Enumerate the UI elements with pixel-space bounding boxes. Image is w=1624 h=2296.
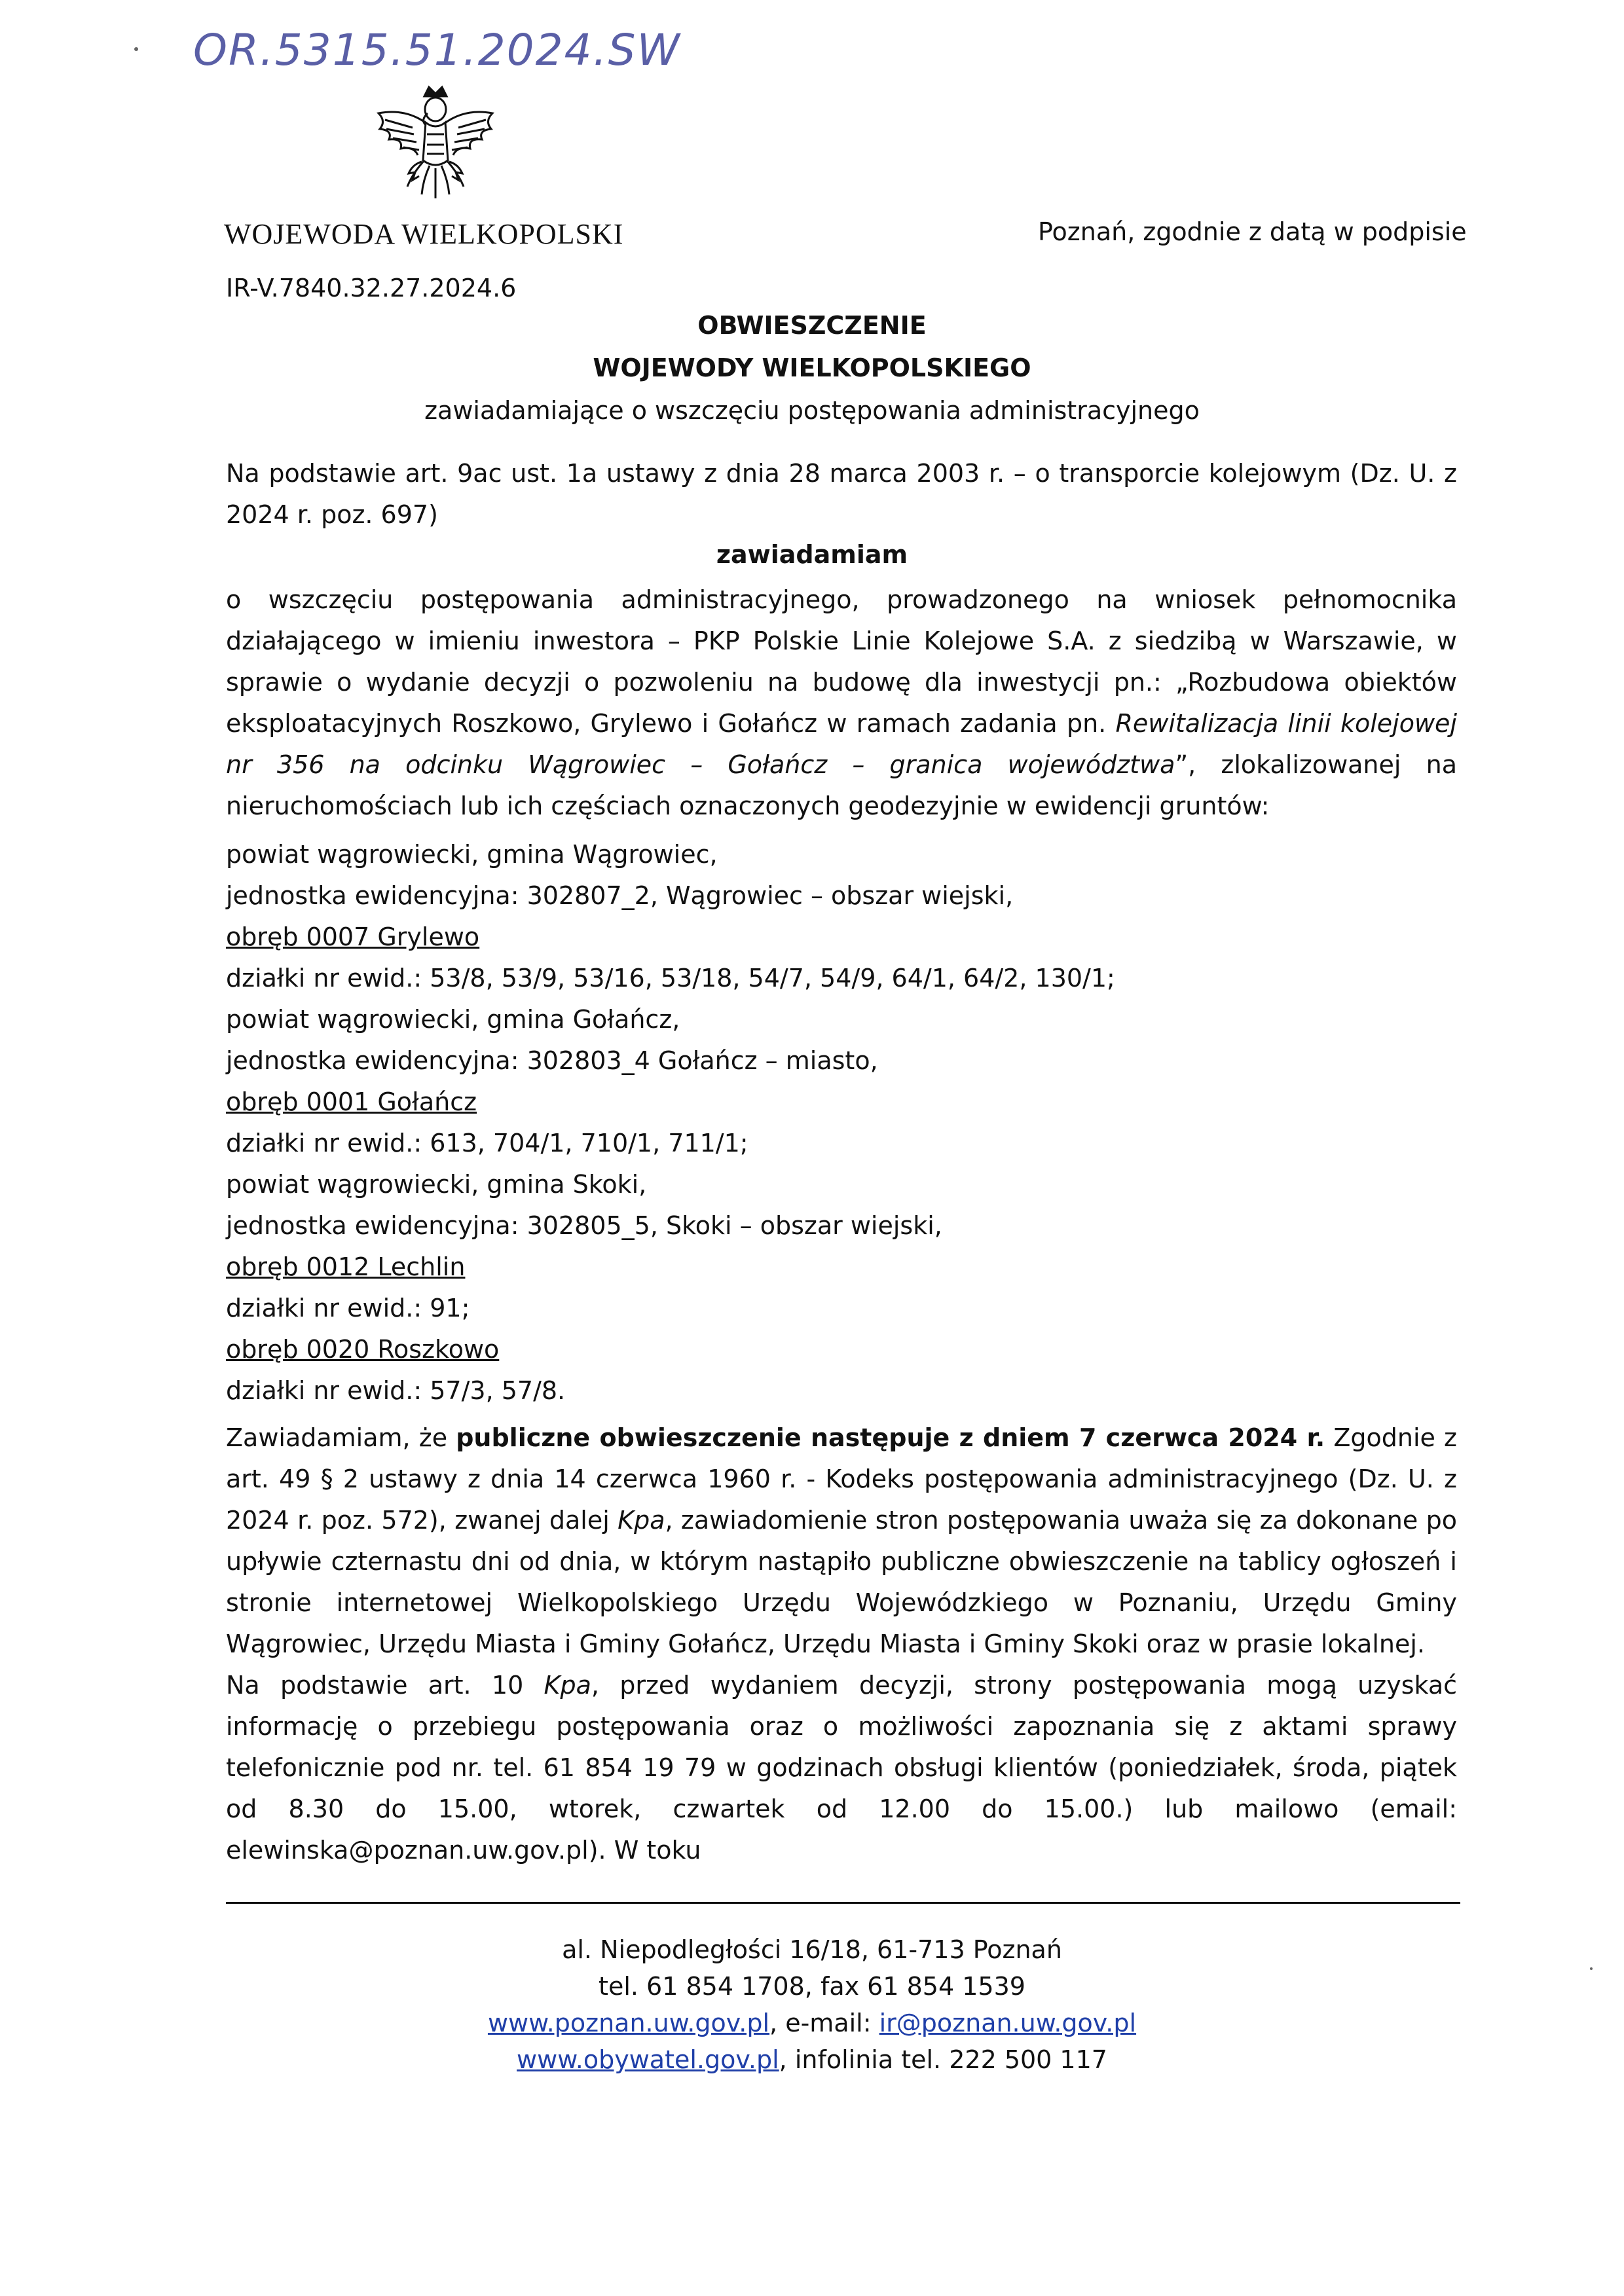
- parcel-line: jednostka ewidencyjna: 302807_2, Wągrowiec – obszar wiejski,: [226, 881, 1014, 910]
- scan-speck: [134, 47, 138, 51]
- parcel-line: jednostka ewidencyjna: 302803_4 Gołańcz – miasto,: [226, 1046, 878, 1075]
- precinct-heading: obręb 0020 Roszkowo: [226, 1335, 500, 1364]
- parcel-line: jednostka ewidencyjna: 302805_5, Skoki – obszar wiejski,: [226, 1211, 942, 1240]
- footer-address: al. Niepodległości 16/18, 61-713 Poznań: [562, 1935, 1062, 1964]
- legal-basis-text: Na podstawie art. 9ac ust. 1a ustawy z dnia 28 marca 2003 r. – o transporcie kolejowym (Dz. U. z 2024 r. poz. 697): [226, 459, 1457, 529]
- document-title-issuer: WOJEWODY WIELKOPOLSKIEGO: [593, 354, 1031, 382]
- footer-divider: [226, 1902, 1460, 1904]
- notify-heading: zawiadamiam: [716, 540, 908, 569]
- parcel-line: powiat wągrowiecki, gmina Wągrowiec,: [226, 840, 718, 869]
- notice-paragraph: [226, 1417, 1457, 1665]
- document-title: OBWIESZCZENIE: [697, 311, 927, 340]
- issuing-authority: WOJEWODA WIELKOPOLSKI: [224, 218, 624, 250]
- info-paragraph: [226, 1665, 1457, 1871]
- investment-name: Rewitalizacja linii kolejowej nr 356 na odcinku Wągrowiec – Gołańcz – granica województwa: [226, 709, 1457, 779]
- notice-text-3: , zawiadomienie stron postępowania uważa się za dokonane po upływie czternastu dni od dnia, w którym nastąpiło publiczne obwieszczenie na tablicy ogłoszeń i stronie internetowej Wielkopolskiego Urzędu Wojewódzkiego w Poznaniu, Urzędu Gminy Wągrowiec, Urzędu Miasta i Gminy Gołańcz, Urzędu Miasta i Gminy Skoki oraz w prasie lokalnej.: [226, 1506, 1457, 1658]
- parcel-line: działki nr ewid.: 613, 704/1, 710/1, 711/1;: [226, 1129, 748, 1157]
- notice-date: publiczne obwieszczenie następuje z dniem 7 czerwca 2024 r.: [456, 1423, 1325, 1452]
- legal-basis: [226, 453, 1457, 536]
- parcel-line: działki nr ewid.: 57/3, 57/8.: [226, 1376, 566, 1405]
- intro-text: o wszczęciu postępowania administracyjnego, prowadzonego na wniosek pełnomocnika działającego w imieniu inwestora – PKP Polskie Linie Kolejowe S.A. z siedzibą w Warszawie, w sprawie o wydanie decyzji o pozwoleniu na budowę dla inwestycji pn.: „Rozbudowa obiektów eksploatacyjnych Roszkowo, Grylewo i Gołańcz w ramach zadania pn.: [226, 585, 1457, 738]
- website-link[interactable]: www.poznan.uw.gov.pl: [487, 2009, 770, 2037]
- kpa-abbreviation: Kpa: [618, 1506, 665, 1535]
- email-label: , e-mail:: [769, 2009, 879, 2037]
- precinct-heading: obręb 0012 Lechlin: [226, 1252, 466, 1281]
- notice-text-2: Zgodnie z art. 49 § 2 ustawy z dnia 14 czerwca 1960 r. - Kodeks postępowania administracyjnego (Dz. U. z 2024 r. poz. 572), zwanej dalej: [226, 1423, 1457, 1535]
- precinct-heading: obręb 0001 Gołańcz: [226, 1087, 477, 1116]
- parcel-line: powiat wągrowiecki, gmina Skoki,: [226, 1170, 647, 1199]
- case-reference: IR-V.7840.32.27.2024.6: [226, 274, 517, 302]
- handwritten-case-number: OR.5315.51.2024.SW: [193, 25, 681, 75]
- parcel-line: działki nr ewid.: 91;: [226, 1294, 470, 1322]
- intro-paragraph: [226, 579, 1457, 827]
- footer-contact: [0, 2005, 1624, 2041]
- intro-text-end: ”, zlokalizowanej na nieruchomościach lub ich częściach oznaczonych geodezyjnie w ewidencji gruntów:: [226, 750, 1457, 820]
- footer-phone: tel. 61 854 1708, fax 61 854 1539: [599, 1972, 1025, 2001]
- parcel-line: powiat wągrowiecki, gmina Gołańcz,: [226, 1005, 680, 1034]
- footer-obywatel: [0, 2041, 1624, 2078]
- info-text-2: , przed wydaniem decyzji, strony postępowania mogą uzyskać informację o przebiegu postępowania oraz o możliwości zapoznania się z aktami sprawy telefonicznie pod nr. tel. 61 854 19 79 w godzinach obsługi klientów (poniedziałek, środa, piątek od 8.30 do 15.00, wtorek, czwartek od 12.00 do 15.00.) lub mailowo (email: elewinska@poznan.uw.gov.pl). W toku: [226, 1671, 1458, 1865]
- obywatel-link[interactable]: www.obywatel.gov.pl: [517, 2045, 779, 2074]
- email-link[interactable]: ir@poznan.uw.gov.pl: [879, 2009, 1137, 2037]
- info-text: Na podstawie art. 10: [226, 1671, 544, 1700]
- hotline-text: , infolinia tel. 222 500 117: [779, 2045, 1107, 2074]
- precinct-heading: obręb 0007 Grylewo: [226, 922, 480, 951]
- footer: [0, 1931, 1624, 2078]
- parcel-line: działki nr ewid.: 53/8, 53/9, 53/16, 53/18, 54/7, 54/9, 64/1, 64/2, 130/1;: [226, 964, 1115, 993]
- kpa-abbreviation: Kpa: [544, 1671, 591, 1700]
- place-and-date: Poznań, zgodnie z datą w podpisie: [1038, 217, 1467, 246]
- polish-eagle-emblem-icon: [367, 82, 504, 213]
- document-subtitle: zawiadamiające o wszczęciu postępowania administracyjnego: [424, 396, 1200, 425]
- notice-text: Zawiadamiam, że: [226, 1423, 456, 1452]
